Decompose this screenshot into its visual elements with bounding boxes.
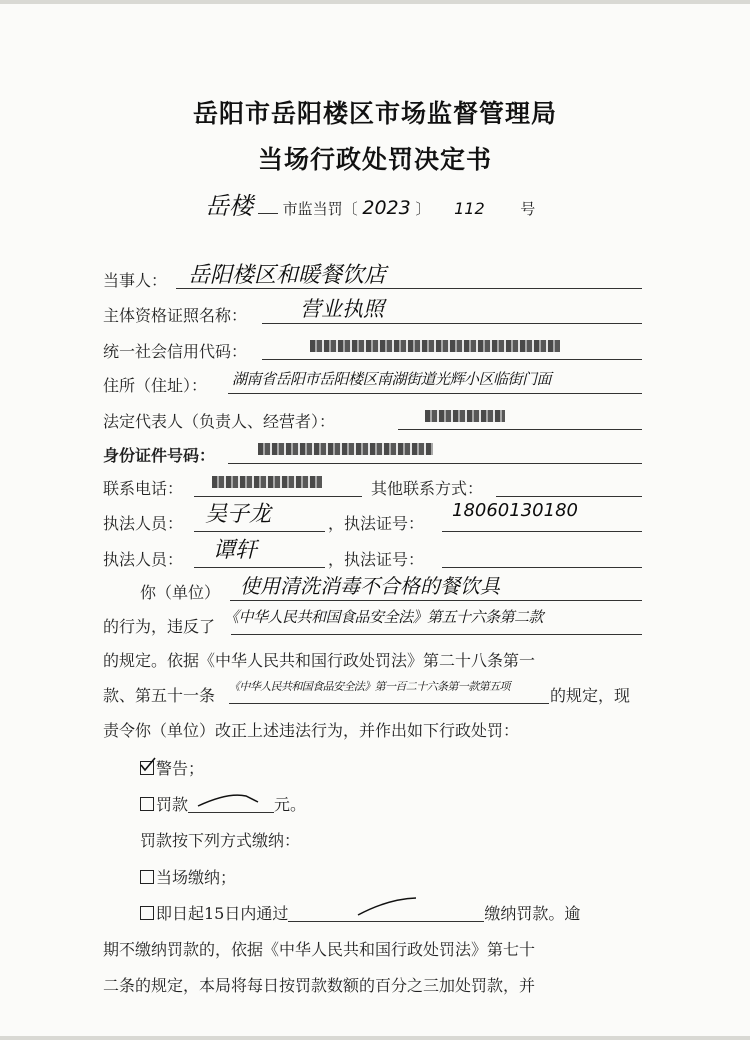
page-bottom-edge [0,1036,750,1040]
onsite-label: 当场缴纳； [156,868,237,887]
within-strike-mark [288,895,484,921]
page-top-edge [0,0,750,4]
legal-rep-redacted [425,410,505,422]
party-value: 岳阳楼区和暖餐饮店 [188,263,387,288]
phone-label: 联系电话： [103,479,184,498]
order-text: 责令你（单位）改正上述违法行为，并作出如下行政处罚： [103,721,520,740]
doc-close-bracket: 〕 [415,200,431,218]
page-title: 岳阳市岳阳楼区市场监督管理局 [192,99,557,128]
document-number [205,186,535,221]
doc-year-handwritten: 2023 [362,197,411,219]
fine-label: 罚款 [156,795,189,814]
within-days-checkbox[interactable] [140,906,154,920]
you-label: 你（单位） [140,583,221,602]
rule-text: 的规定。依据《中华人民共和国行政处罚法》第二十八条第一 [103,651,536,670]
license-value: 营业执照 [300,297,384,321]
cert1-label: ，执法证号： [328,514,425,533]
phone-redacted [212,476,322,488]
doc-prefix-handwritten: 岳楼 [205,192,253,220]
officer2-name: 谭轩 [213,538,258,563]
act-prefix: 的行为，违反了 [103,617,216,636]
other-contact-label: 其他联系方式： [371,479,484,498]
within-suffix: 缴纳罚款。逾 [484,904,581,923]
fine-option [140,792,306,815]
payment-method-label: 罚款按下列方式缴纳： [140,831,301,850]
warning-option [140,756,204,779]
credit-code-redacted [310,340,560,352]
onsite-checkbox[interactable] [140,870,154,884]
document-type-title: 当场行政处罚决定书 [257,145,492,174]
party-label: 当事人： [103,271,168,290]
address-label: 住所（住址）： [103,376,208,395]
late-payment-line2: 二条的规定，本局将每日按罚款数额的百分之三加处罚款，并 [103,976,536,995]
clause-suffix: 的规定，现 [550,686,631,705]
cert2-underline [442,543,642,568]
officer1-label: 执法人员： [103,514,184,533]
within-prefix: 即日起15日内通过 [156,904,289,923]
credit-code-label: 统一社会信用代码： [103,342,248,361]
warning-checkbox[interactable] [140,761,154,775]
check-icon [140,757,156,773]
fine-strike-mark [188,790,274,812]
address-value: 湖南省岳阳市岳阳楼区南湖街道光辉小区临街门面 [232,370,552,388]
clause-prefix: 款、第五十一条 [103,686,216,705]
doc-suffix: 号 [520,200,536,218]
license-label: 主体资格证照名称： [103,306,248,325]
within-days-option [140,901,580,924]
officer2-label: 执法人员： [103,550,184,569]
doc-middle-text: 市监当罚〔 [282,200,358,218]
violation-text: 使用清洗消毒不合格的餐饮具 [240,574,500,598]
id-label: 身份证件号码： [103,446,216,465]
onsite-option [140,865,236,888]
officer1-name: 吴子龙 [205,502,272,527]
id-redacted [258,443,433,455]
other-contact-underline [496,472,642,497]
legal-rep-label: 法定代表人（负责人、经营者）： [103,412,336,431]
clause-text: 《中华人民共和国食品安全法》第一百二十六条第一款第五项 [229,680,510,693]
doc-serial-handwritten: 112 [454,199,485,218]
fine-unit: 元。 [274,795,307,814]
late-payment-line1: 期不缴纳罚款的，依据《中华人民共和国行政处罚法》第七十 [103,940,536,959]
warning-label: 警告； [156,759,205,778]
cert2-label: ，执法证号： [328,550,425,569]
law-text: 《中华人民共和国食品安全法》第五十六条第二款 [224,608,544,626]
cert1-value: 18060130180 [452,500,578,521]
fine-checkbox[interactable] [140,797,154,811]
